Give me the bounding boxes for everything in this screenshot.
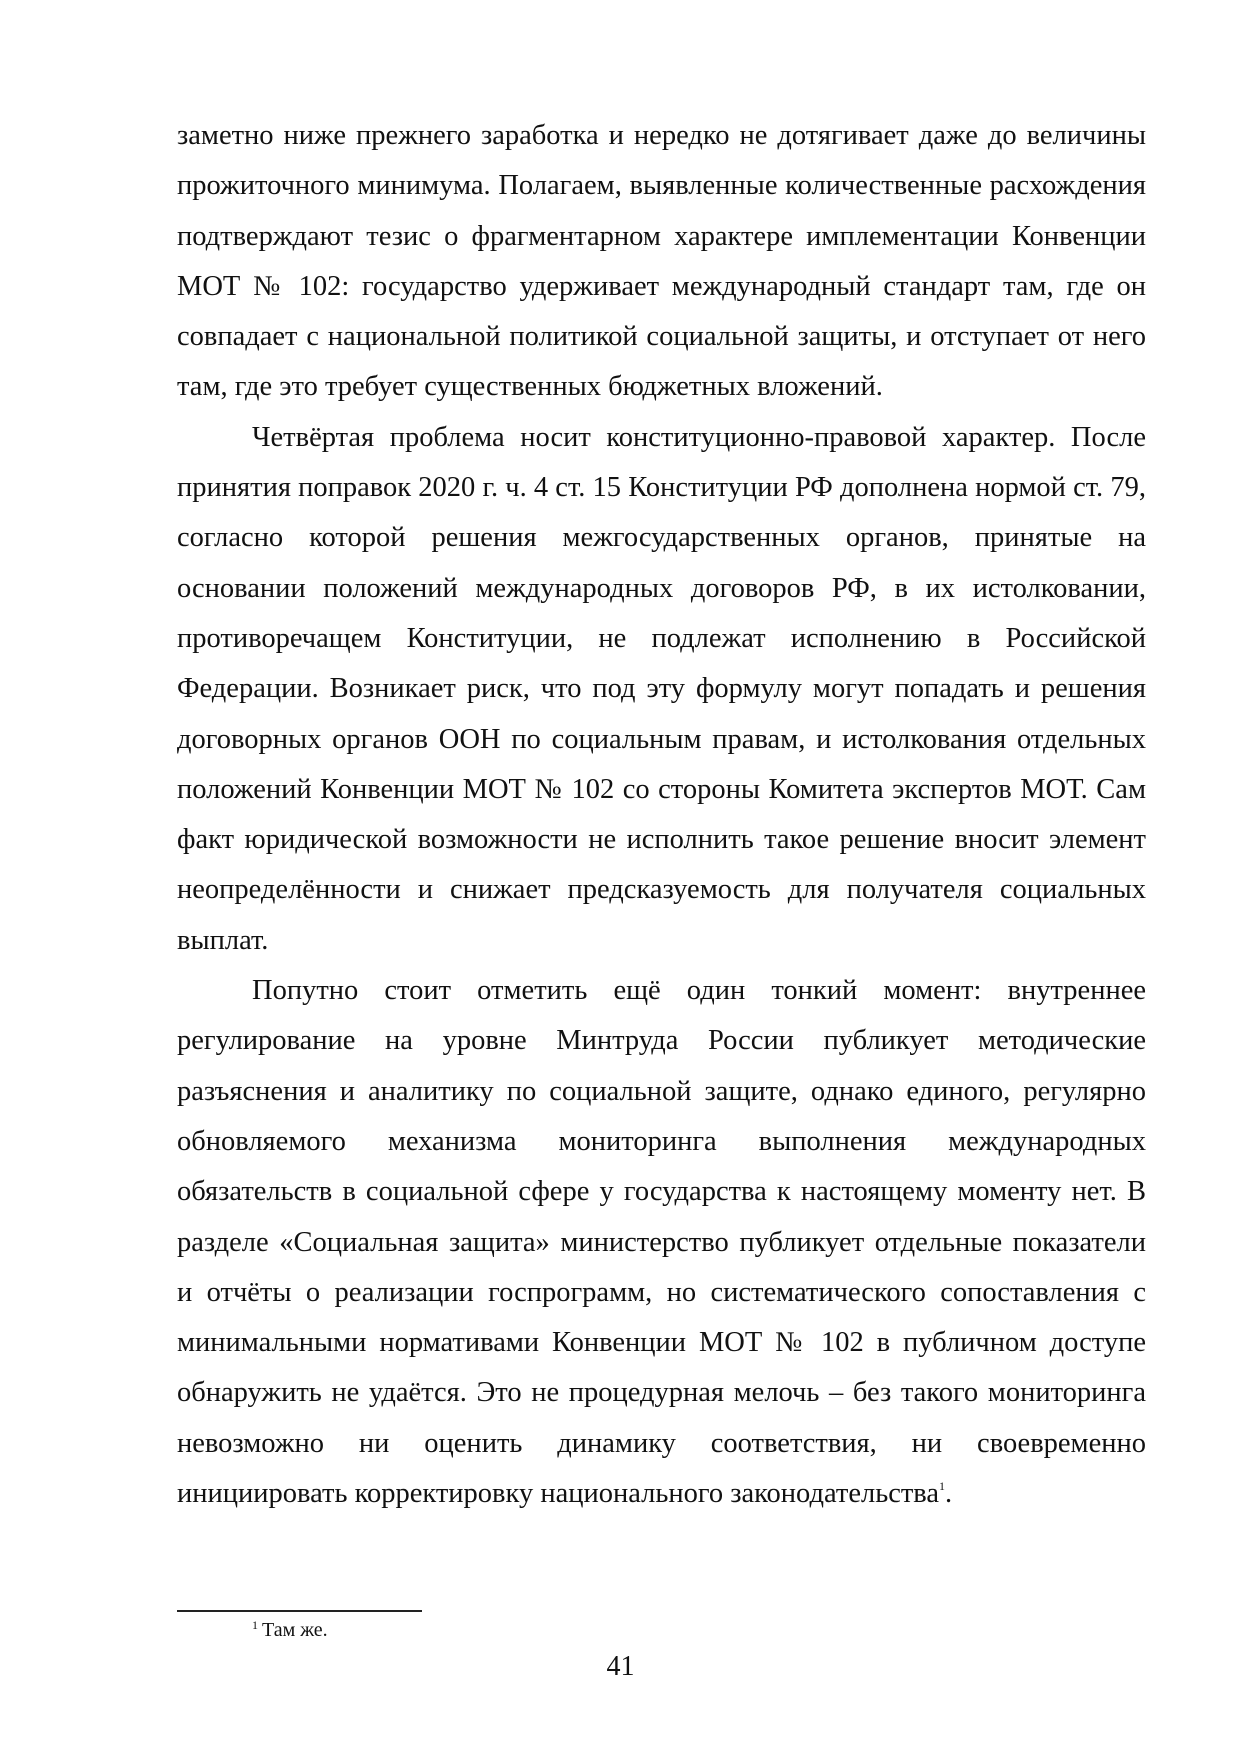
- footnote-text: Там же.: [262, 1619, 328, 1641]
- main-text: [177, 111, 1146, 1519]
- paragraph-3: [177, 966, 1146, 1519]
- footnote: [252, 1618, 328, 1642]
- footnote-number: 1: [252, 1618, 258, 1632]
- page-number: 41: [606, 1651, 635, 1682]
- paragraph-3-tail: .: [945, 1478, 953, 1510]
- paragraph-2-text: Четвёртая проблема носит конституционно-правовой характер. После принятия поправок 2020 г. ч. 4 ст. 15 Конституции РФ дополнена нормой ст. 79, согласно которой решения межгосударственных органов, принятые на основании положений международных договоров РФ, в их истолковании, противоречащем Конституции, не подлежат исполнению в Российской Федерации. Возникает риск, что под эту формулу могут попадать и решения договорных органов ООН по социальным правам, и истолкования отдельных положений Конвенции МОТ № 102 со стороны Комитета экспертов МОТ. Сам факт юридической возможности не исполнить такое решение вносит элемент неопределённости и снижает предсказуемость для получателя социальных выплат.: [177, 421, 1146, 956]
- paragraph-3-text: Попутно стоит отметить ещё один тонкий момент: внутреннее регулирование на уровне Минтруда России публикует методические разъяснения и аналитику по социальной защите, однако единого, регулярно обновляемого механизма мониторинга выполнения международных обязательств в социальной сфере у государства к настоящему моменту нет. В разделе «Социальная защита» министерство публикует отдельные показатели и отчёты о реализации госпрограмм, но систематического сопоставления с минимальными нормативами Конвенции МОТ № 102 в публичном доступе обнаружить не удаётся. Это не процедурная мелочь – без такого мониторинга невозможно ни оценить динамику соответствия, ни своевременно инициировать корректировку национального законодательства: [177, 975, 1146, 1510]
- paragraph-2: [177, 413, 1146, 966]
- footnote-reference[interactable]: 1: [939, 1479, 946, 1494]
- footnote-separator: [177, 1610, 422, 1612]
- paragraph-1: [177, 111, 1146, 413]
- paragraph-1-text: заметно ниже прежнего заработка и нередко не дотягивает даже до величины прожиточного минимума. Полагаем, выявленные количественные расхождения подтверждают тезис о фрагментарном характере имплементации Конвенции МОТ № 102: государство удерживает международный стандарт там, где он совпадает с национальной политикой социальной защиты, и отступает от него там, где это требует существенных бюджетных вложений.: [177, 120, 1146, 403]
